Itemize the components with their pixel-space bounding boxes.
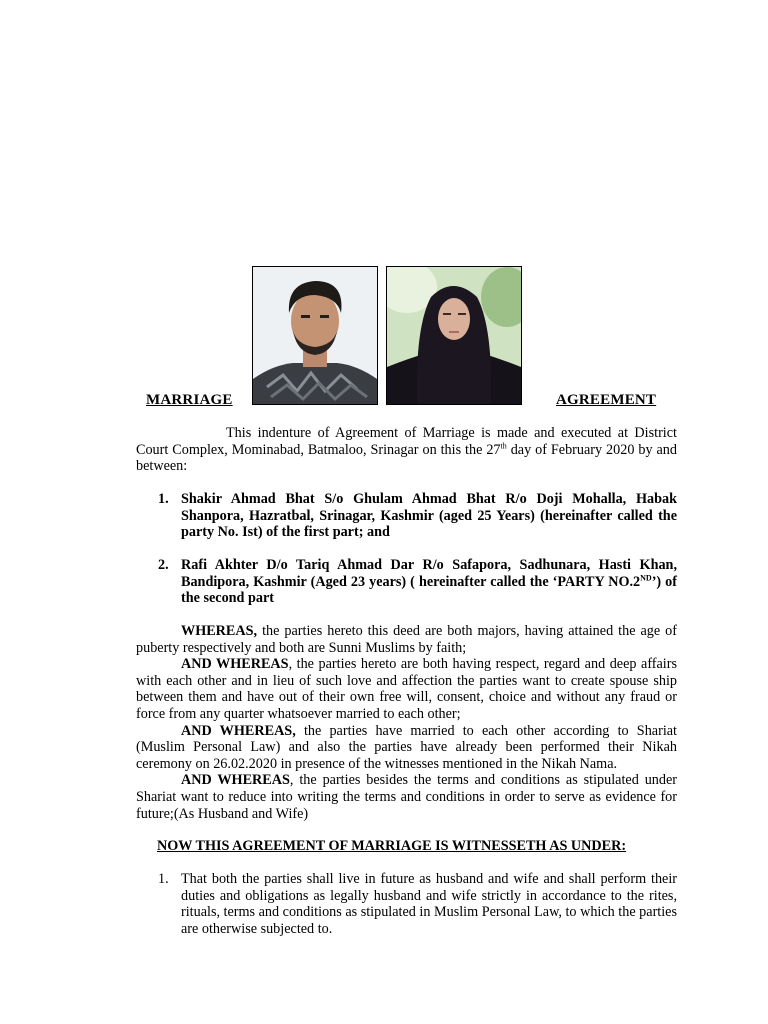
- clause-text: That both the parties shall live in future as husband and wife and shall perform their duties and obligations as legally husband and wife strictly in accordance to the rites, rituals, terms and conditions as stipulated in Muslim Personal Law, to which the parties are otherwise subjected to.: [181, 871, 677, 937]
- party-one-item: [158, 491, 677, 541]
- recital-text: , the parties hereto are both having respect, regard and deep affairs with each other and in lieu of such love and affection the parties want to create spouse ship between them and have out of their own free will, consent, choice and without any fraud or force from any quarter whatsoever married to each other;: [136, 656, 677, 722]
- ordinal-suffix: ND: [640, 572, 652, 582]
- party-one-text: Shakir Ahmad Bhat S/o Ghulam Ahmad Bhat R/o Doji Mohalla, Habak Shanpora, Hazratbal, Srinagar, Kashmir (aged 25 Years) (hereinafter called the party No. Ist) of the first part; and: [181, 491, 677, 541]
- section-heading: NOW THIS AGREEMENT OF MARRIAGE IS WITNESSETH AS UNDER:: [157, 838, 627, 854]
- recitals-block: [136, 623, 677, 822]
- recital-paragraph: [136, 723, 677, 773]
- recital-lead: AND WHEREAS,: [181, 722, 296, 739]
- recital-text: the parties have married to each other according to Shariat (Muslim Personal Law) and also the parties have already been performed their Nikah ceremony on 26.02.2020 in presence of the witnesses mentioned in the Nikah Nama.: [136, 722, 677, 772]
- intro-paragraph: [136, 425, 677, 475]
- title-marriage: MARRIAGE: [146, 392, 233, 408]
- title-agreement: AGREEMENT: [556, 392, 657, 408]
- groom-photo: [252, 266, 378, 405]
- recital-lead: AND WHEREAS: [181, 772, 290, 789]
- party-two-item: [158, 557, 677, 607]
- list-number: 2.: [158, 557, 169, 573]
- recital-text: , the parties besides the terms and conditions as stipulated under Shariat want to reduce into writing the terms and conditions in order to serve as evidence for future;(As Husband and Wife): [136, 772, 677, 822]
- man-portrait-image: [253, 267, 377, 404]
- recital-paragraph: [136, 772, 677, 822]
- list-number: 1.: [158, 491, 169, 507]
- clause-item: [158, 871, 677, 937]
- recital-lead: AND WHEREAS: [181, 656, 289, 673]
- party-two-text: [181, 557, 677, 607]
- party-two-text-main: Rafi Akhter D/o Tariq Ahmad Dar R/o Safapora, Sadhunara, Hasti Khan, Bandipora, Kashmir (Aged 23 years) ( hereinafter called the ‘PARTY NO.2: [181, 557, 677, 590]
- party-two-text-end: ’) of the second part: [181, 573, 677, 607]
- recital-paragraph: [136, 623, 677, 656]
- recital-lead: WHEREAS,: [181, 623, 258, 639]
- bride-photo: [386, 266, 522, 405]
- intro-text-end: day of February 2020 by and between:: [136, 441, 677, 475]
- list-number: 1.: [158, 871, 169, 887]
- date-suffix: th: [500, 440, 507, 450]
- woman-portrait-image: [387, 267, 521, 404]
- intro-text: This indenture of Agreement of Marriage is made and executed at District Court Complex, Mominabad, Batmaloo, Srinagar on this the 27: [136, 425, 677, 458]
- recital-paragraph: [136, 656, 677, 722]
- recital-text: the parties hereto this deed are both majors, having attained the age of puberty respectively and both are Sunni Muslims by faith;: [136, 623, 677, 656]
